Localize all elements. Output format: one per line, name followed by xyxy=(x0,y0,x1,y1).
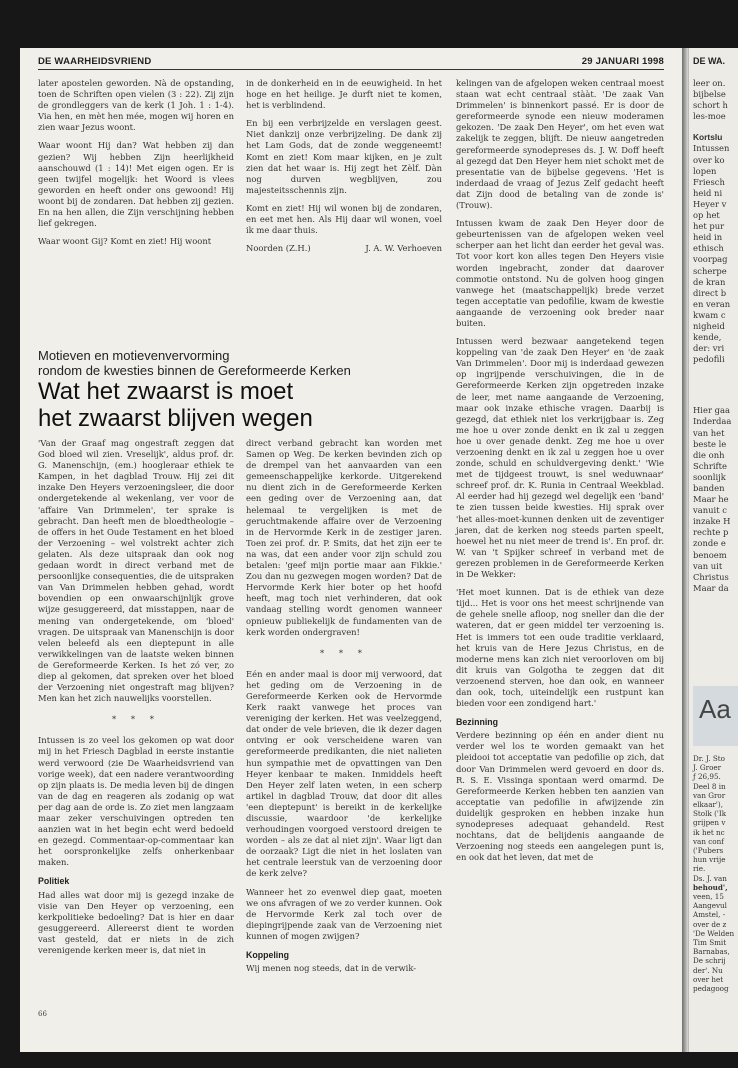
author-signature xyxy=(246,243,442,254)
listing-line: ƒ 26,95. xyxy=(693,772,721,782)
listing-line: Ds. J. van xyxy=(693,873,727,883)
listing-line: grijpen v xyxy=(693,818,726,828)
line: banden xyxy=(693,483,725,493)
line: direct b xyxy=(693,287,727,298)
subheading-politiek: Politiek xyxy=(38,876,70,887)
listing-line: van Gror xyxy=(693,790,726,800)
line: benoem xyxy=(693,549,727,560)
listing-line: over het xyxy=(693,974,724,984)
line: Christus xyxy=(693,571,729,582)
listing-line: van conf xyxy=(693,836,724,846)
listing-line: ('Pubers xyxy=(693,846,724,856)
listing-line: der'. Nu xyxy=(693,965,723,975)
paragraph: Eén en ander maal is door mij verwoord, dat het geding om de Verzoening in de Gereformeerde Kerken ook de Hervormde Kerk raakt vanwege het proces van vereniging der kerken. Het was veelzeggend, dat onder de vele brieven, die ik dezer dagen ontving er ook verscheidene waren van gereformeerde predikanten, die niet nalieten hun sympathie met de opvattingen van Den Heyer kenbaar te maken. Inmiddels heeft Den Heyer zelf laten weten, in een scherp artikel in dagblad Trouw, dat door dit alles 'een dieptepunt' is bereikt in de kerkelijke discussie, waardoor 'de kerkelijke verhoudingen voorgoed verstoord dreigen te worden – als ze dat al niet zijn'. Waar ligt dan de oorzaak? Ligt die niet in het loslaten van het centrale leerstuk van de verzoening door de kerk zelve? xyxy=(246,668,442,879)
paragraph: direct verband gebracht kan worden met Samen op Weg. De kerken bevinden zich op de drempel van het aanvaarden van een gemeenschappelijke kerkorde. Uitgerekend nu dient zich in de Gereformeerde Kerken een geding over de Verzoening aan, dat helemaal te vergelijken is met de geruchtmakende affaire over de Verzoening in de Hervormde Kerk in de zestiger jaren. Toen zei prof. dr. P. Smits, dat het zijn eer te na was, dat een ander voor zijn schuld zou betalen: 'geef mijn portie maar aan Fikkie.' Zou dan nu gezwegen mogen worden? Dat de Hervormde Kerk hier boter op het hoofd heeft, mag toch niet verhinderen, dat ook vandaag stelling wordt genomen wanneer opnieuw publiekelijk de fundamenten van de kerk worden ondergraven! xyxy=(246,438,442,637)
signature-name: J. A. W. Verhoeven xyxy=(365,243,442,254)
line: het pur xyxy=(693,221,725,232)
paragraph: Intussen kwam de zaak Den Heyer door de gebeurtenissen van de afgelopen weken veel scherper aan het licht dan eerder het geval was. Tot voor kort kon alles tegen Den Heyers visie worden ingebracht, zonder dat daarover commotie ontstond. Nu de golven hoog gingen vanwege het (maatschappelijk) brede verzet tegen acceptatie van pedofilie, kwam de kwestie aangaande de verzoening ook breder naar buiten. xyxy=(456,218,664,328)
line: Maar he xyxy=(693,494,729,505)
line: Inderdaa xyxy=(693,416,732,427)
line: vanuit c xyxy=(693,505,727,516)
listing-line: behoud', xyxy=(693,882,728,892)
listing-line: Deel 8 in xyxy=(693,781,726,791)
line: Intussen xyxy=(693,143,730,154)
top-article-col-2 xyxy=(246,78,442,254)
header-rule xyxy=(38,69,664,70)
section-separator: * * * xyxy=(320,647,368,658)
line: heid ni xyxy=(693,187,723,198)
paragraph: Intussen werd bezwaar aangetekend tegen koppeling van 'de zaak Den Heyer' en 'de zaak Van Drimmelen'. Door mij is inderdaad gewezen op ingrijpende verschuivingen, die in de Gereformeerde Kerken zijn opgetreden inzake de leer, met name aangaande de Verzoening, maar ook inzake ethische vragen. Daarbij is gezegd, dat ethiek niet los verkrijgbaar is. Zeg me hoe u over zonde denkt en ik zal u zeggen hoe u over genade denkt. Zeg me hoe u over verzoening denkt en ik zal u zeggen hoe u over zonde, schuld en schuldvergeving denkt.' 'Wie met de tijdgeest trouwt, is snel weduwnaar' schreef prof. dr. K. Runia in Centraal Weekblad. Al eerder had hij gezegd wel degelijk een 'band' te zien tussen beide kwesties. Hij sprak over 'het alles-moet-kunnen denken uit de zeventiger jaren, dat de kerken nog steeds parten speelt, hoewel het nu niet meer de trend is'. En prof. dr. W. van 't Spijker schreef in verband met de gerezen problemen in de Gereformeerde Kerken in De Wekker: xyxy=(456,336,664,580)
paragraph: 'Van der Graaf mag ongestraft zeggen dat God bloed wil zien. Vreselijk', aldus prof. dr. G. Manenschijn, (em.) hoogleraar ethiek te Kampen, in het dagblad Trouw. Hij zei dit inzake Den Heyers verzoeningsleer, die door ondergetekende al wekenlang, ver voor de 'affaire Van Drimmelen', ter sprake is gebracht. Dan heeft men de bloedtheologie – de offers in het Oude Testament en het bloed der Verzoening – wel volstrekt achter zich gelaten. Als deze uitspraak dan ook nog gedaan wordt in direct verband met de persoonlijke consequenties, die de uitspraken van Van Drimmelen hebben gehad, wordt bovendien op een onwaarschijnlijk grove wijze gesuggereerd, dat misstappen, naar de mening van ondergetekende, om 'bloed' vragen. De uitspraak van Manenschijn is door velen beleefd als een dieptepunt in alle verwikkelingen van de laatste weken binnen de Gereformeerde Kerken. Is het zó ver, zo diep al gekomen, dat spreken over het bloed der Verzoening niet ongestraft mag blijven? Men kan het zich nauwelijks voorstellen. xyxy=(38,438,234,704)
listing-line: veen, 15 xyxy=(693,892,724,902)
line: Heyer v xyxy=(693,198,727,209)
issue-date: 29 JANUARI 1998 xyxy=(581,56,664,67)
listing-line: hun vrije xyxy=(693,855,726,865)
line: Schrifte xyxy=(693,460,727,471)
listing-line: Stolk ('Ik xyxy=(693,809,727,819)
paragraph: in de donkerheid en in de eeuwigheid. In het hoge en het heilige. Je durft niet te komen, het is verblindend. xyxy=(246,78,442,111)
line: voorpag xyxy=(693,254,728,265)
line: kwam c xyxy=(693,309,726,320)
paragraph: later apostelen geworden. Nà de opstanding, toen de Schriften open vielen (3 : 22). Zij zijn de grondleggers van de kerk (1 Joh. 1 : 1-4). Via hen, en mèt hen mée, mogen wij horen en zien waar Jezus woont. xyxy=(38,78,234,133)
listing-line: Tim Smit xyxy=(693,938,727,948)
line: beste le xyxy=(693,438,727,449)
line: les-moe xyxy=(693,111,726,122)
article-col-2 xyxy=(246,438,442,981)
signature-place: Noorden (Z.H.) xyxy=(246,243,311,254)
article-col-1 xyxy=(38,438,234,963)
line: die onh xyxy=(693,449,725,460)
line: der: vri xyxy=(693,343,725,354)
listing-line: pedagoog xyxy=(693,984,729,994)
headline-line-2: het zwaarst blijven wegen xyxy=(38,405,313,432)
book-listings xyxy=(693,754,738,993)
listing-line: Barnabas, xyxy=(693,947,730,957)
paragraph: Verdere bezinning op één en ander dient nu verder wel los te worden gemaakt van het pleidooi tot acceptatie van pedofilie op zich, dat door Van Drimmelen werd gevoerd en door ds. R. S. E. Vissinga spontaan werd omarmd. De Gereformeerde Kerken hebben ten aanzien van acceptatie van pedofilie in afwijzende zin duidelijk gesproken en hebben inzake hun synodepreses adequaat gehandeld. Rest nochtans, dat de belijdenis aangaande de Verzoening nog steeds een aangelegen punt is, en ook dat het leven, dat met de xyxy=(456,730,664,863)
line: ethisch xyxy=(693,243,724,254)
line: van uit xyxy=(693,560,723,571)
next-page-subheading: Kortslu xyxy=(693,132,723,143)
article-col-3 xyxy=(456,78,664,870)
listing-line: Dr. J. Sto xyxy=(693,754,726,763)
line: bijbelse xyxy=(693,89,726,100)
kicker-line-2: rondom de kwesties binnen de Gereformeerde Kerken xyxy=(38,363,351,378)
paragraph: Had alles wat door mij is gezegd inzake de visie van Den Heyer op verzoening, een kerkpolitieke bedoeling? Dat is hier en daar gesuggereerd. Allereerst dient te worden vast gesteld, dat er niets in de zich verenigende kerken meer is, dat niet in xyxy=(38,889,234,956)
line: Maar da xyxy=(693,582,729,593)
line: inzake H xyxy=(693,516,731,527)
paragraph: En bij een verbrijzelde en verslagen geest. Niet dankzij onze verbrijzeling. De dank zij het Lam Gods, dat de zonde weggeneemt! Komt en ziet! Kom maar kijken, en je zult zien dat het waar is. Hij zegt het Zèlf. Dàn nog durven wegblijven, zou majesteitsschennis zijn. xyxy=(246,118,442,195)
listing-line: 'De Welden xyxy=(693,928,735,938)
paragraph: Komt en ziet! Hij wil wonen bij de zondaren, en eet met hen. Als Hij daar wil wonen, voel ik me daar thuis. xyxy=(246,202,442,236)
block-quote: 'Het moet kunnen. Dat is de ethiek van deze tijd... Het is voor ons het meest schrijnende van de gehele snelle afloop, nog sneller dan die der wateren, dat er geen middel ter verzoening is. Het is immers tot een oude traditie verklaard, het kruis van de Here Jezus Christus, en de moderne mens kan zich niet veroorloven om bij dit kruis van Golgotha te zeggen dat dit verzoenend sterven, hoe dan ook, en wanneer dan ook, toch, uiteindelijk een rustpunt kan bieden voor een zondigend hart.' xyxy=(456,587,664,709)
line: op het xyxy=(693,210,720,221)
publication-name: DE WAARHEIDSVRIEND xyxy=(38,56,152,67)
paragraph: Intussen is zo veel los gekomen op wat door mij in het Friesch Dagblad in eerste instantie werd verwoord (zie De Waarheidsvriend van vorige week), dat een nadere verantwoording op zijn plaats is. De media leven bij de dingen van de dag en reageren als zodanig op wat per dag aan de orde is. Zo ziet men langzaam maar zeker verschuivingen optreden ten aanzien wat in het begin echt werd bedoeld en gezegd. Commentaar-op-commentaar kan het oorspronkelijke zelfs onherkenbaar maken. xyxy=(38,735,234,868)
line: pedofili xyxy=(693,354,725,365)
paragraph: Waar woont Gij? Komt en ziet! Hij woont xyxy=(38,236,212,247)
listing-line: over de z xyxy=(693,919,727,929)
line: kende, xyxy=(693,332,722,343)
line: soonlijk xyxy=(693,471,726,482)
listing-line: Aangevul xyxy=(693,901,727,911)
section-separator: * * * xyxy=(112,714,160,725)
line: rechte p xyxy=(693,527,729,538)
line: Hier gaa xyxy=(693,405,730,416)
paragraph: Wanneer het zo evenwel diep gaat, moeten we ons afvragen of we zo verder kunnen. Ook de Hervormde Kerk zal toch over de diepingrijpende zaak van de Verzoening niet kunnen of mogen zwijgen? xyxy=(246,886,442,941)
subheading-bezinning: Bezinning xyxy=(456,717,499,728)
subheading-koppeling: Koppeling xyxy=(246,950,290,961)
line: lopen xyxy=(693,165,717,176)
line: over ko xyxy=(693,154,725,165)
line: leer on. xyxy=(693,78,726,88)
listing-line: J. Groer xyxy=(693,763,722,773)
page-number: 66 xyxy=(38,1010,47,1018)
paragraph: kelingen van de afgelopen weken centraal moest staan wat echt centraal stààt. 'De zaak Van Drimmelen' is binnenkort passé. Er is door de gereformeerde synode een nieuw moderamen gekozen. 'De zaak Den Heyer', om het even wat zakelijk te zeggen, blijft. De nieuw aangetreden gereformeerde synodepreses ds. J. W. Doff heeft al gezegd dat Den Heyer hem niet schokt met de presentatie van de bijbelse gegevens. 'Het is inderdaad de vraag of Jezus Zelf gedacht heeft dat Zijn dood de betaling van de zonde is' (Trouw). xyxy=(456,78,664,211)
line: Friesch xyxy=(693,176,725,187)
listing-line: rie. xyxy=(693,864,706,874)
kicker-line-1: Motieven en motievenvervorming xyxy=(38,348,230,363)
listing-line: De schrij xyxy=(693,956,726,966)
newspaper-page xyxy=(20,48,682,1052)
line: schort h xyxy=(693,100,728,111)
next-page-publication: DE WA. xyxy=(693,56,726,66)
listing-line: Amstel, - xyxy=(693,910,726,920)
line: van het xyxy=(693,427,725,438)
line: nigheid xyxy=(693,320,725,331)
line: de kran xyxy=(693,276,726,287)
line: zonde e xyxy=(693,538,726,549)
next-page-col xyxy=(693,78,738,594)
paragraph: Wij menen nog steeds, dat in de verwik- xyxy=(246,963,417,974)
line: heid in xyxy=(693,232,723,243)
paragraph: Waar woont Hij dan? Wat hebben zij dan gezien? Wij hebben Zijn heerlijkheid aanschouwd (1 : 14)! Met eigen ogen. Er is geen twijfel mogelijk: het Woord is vlees geworden en heeft onder ons gewoond! Hij woont bij de zondaren. Dat hebben zij gezien. En na hen allen, die Zijn verschijning hebben lief gekregen. xyxy=(38,140,234,229)
headline-line-1: Wat het zwaarst is moet xyxy=(38,378,294,405)
book-section-banner: Aa xyxy=(693,686,738,746)
next-page-edge xyxy=(688,48,738,1052)
listing-line: elkaar'), xyxy=(693,800,723,810)
line: scherpe xyxy=(693,265,727,276)
top-article-col-1 xyxy=(38,78,234,254)
line: en veran xyxy=(693,298,731,309)
listing-line: ik het nc xyxy=(693,827,725,837)
